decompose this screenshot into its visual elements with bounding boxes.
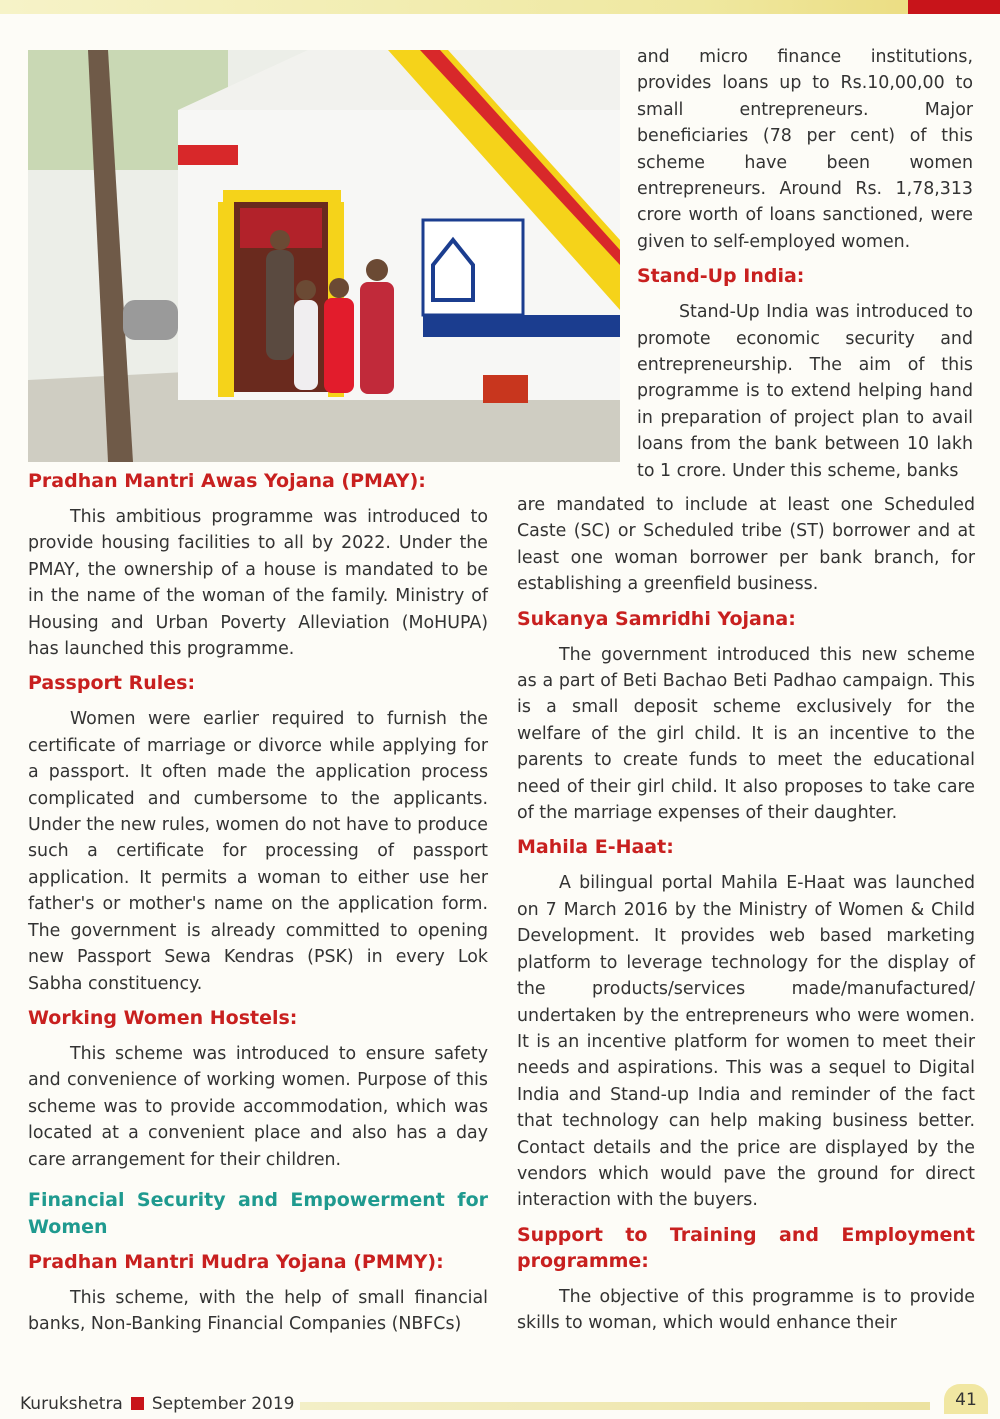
working-women-hostels-heading: Working Women Hostels: [28, 1006, 298, 1029]
step-paragraph: The objective of this programme is to provide skills to woman, which would enhance their [517, 1286, 975, 1334]
financial-security-heading: Financial Security and Empowerment for Women [28, 1188, 488, 1238]
issue-date: September 2019 [151, 1394, 295, 1414]
pmmy-continuation-paragraph: and micro finance institutions, provides loans up to Rs.10,00,00 to small entrepreneurs. Major beneficiaries (78 per cent) of this scheme have been women entrepreneurs. Around Rs. 1,78,313 crore worth of loans sanctioned, were given to self-employed women. [637, 47, 973, 252]
mahila-ehaat-heading: Mahila E-Haat: [517, 836, 674, 859]
standup-india-paragraph-part1: Stand-Up India was introduced to promote economic security and entrepreneurship. The aim of this programme is to extend helping hand in preparation of project plan to avail loans from the bank between 10 lakh to 1 crore. Under this scheme, banks [637, 302, 973, 481]
house-photo-illustration [28, 50, 620, 462]
pmmy-heading: Pradhan Mantri Mudra Yojana (PMMY): [28, 1250, 444, 1273]
footer-credit [20, 1394, 295, 1414]
step-heading: Support to Training and Employment programme: [517, 1223, 975, 1272]
passport-rules-heading: Passport Rules: [28, 672, 196, 695]
mahila-ehaat-paragraph: A bilingual portal Mahila E-Haat was launched on 7 March 2016 by the Ministry of Women & Child Development. It provides web based marketing platform to leverage technology for the display of the products/services made/manufactured/ undertaken by the entrepreneurs who were women. It is an incentive platform for women to meet their needs and aspirations. This was a sequel to Digital India and Stand-up India and reminder of the fact that technology can help making business better. Contact details and the price are displayed by the vendors which would pave the ground for direct interaction with the buyers. [517, 873, 975, 1211]
standup-india-paragraph-part2: are mandated to include at least one Scheduled Caste (SC) or Scheduled tribe (ST) borrower and at least one woman borrower per bank branch, for establishing a greenfield business. [517, 495, 975, 595]
pmmy-paragraph: This scheme, with the help of small financial banks, Non-Banking Financial Companies (NBFCs) [28, 1287, 488, 1335]
magazine-name: Kurukshetra [20, 1394, 123, 1414]
passport-rules-paragraph: Women were earlier required to furnish the certificate of marriage or divorce while applying for a passport. It often made the application process complicated and cumbersome to the applicants. Under the new rules, women do not have to produce such a certificate for processing of passport application. It permits a woman to either use her father's or mother's name on the application form. The government is already committed to opening new Passport Sewa Kendras (PSK) in every Lok Sabha constituency. [28, 709, 488, 994]
top-decorative-bar [0, 0, 1000, 14]
top-red-block [908, 0, 1000, 14]
pmay-heading: Pradhan Mantri Awas Yojana (PMAY): [28, 470, 426, 492]
house-photo [28, 50, 620, 462]
right-column-top [637, 44, 973, 492]
pmay-paragraph: This ambitious programme was introduced to provide housing facilities to all by 2022. Under the PMAY, the ownership of a house is mandated to be in the name of the woman of the family. Ministry of Housing and Urban Poverty Alleviation (MoHUPA) has launched this programme. [28, 507, 488, 660]
sukanya-samridhi-heading: Sukanya Samridhi Yojana: [517, 607, 796, 630]
standup-india-heading: Stand-Up India: [637, 265, 805, 288]
right-column [517, 492, 975, 1345]
footer-decorative-bar [300, 1402, 930, 1410]
working-women-hostels-paragraph: This scheme was introduced to ensure safety and convenience of working women. Purpose of this scheme was to provide accommodation, which was located at a convenient place and also has a day care arrangement for their children. [28, 1043, 488, 1170]
page-number: 41 [944, 1384, 988, 1414]
sukanya-samridhi-paragraph: The government introduced this new scheme as a part of Beti Bachao Beti Padhao campaign. This is a small deposit scheme exclusively for the welfare of the girl child. It is an incentive to the parents to create funds to meet the educational need of their girl child. It also proposes to take care of the marriage expenses of their daughter. [517, 644, 975, 824]
left-column [28, 462, 488, 1346]
footer-red-square-icon [131, 1397, 144, 1410]
